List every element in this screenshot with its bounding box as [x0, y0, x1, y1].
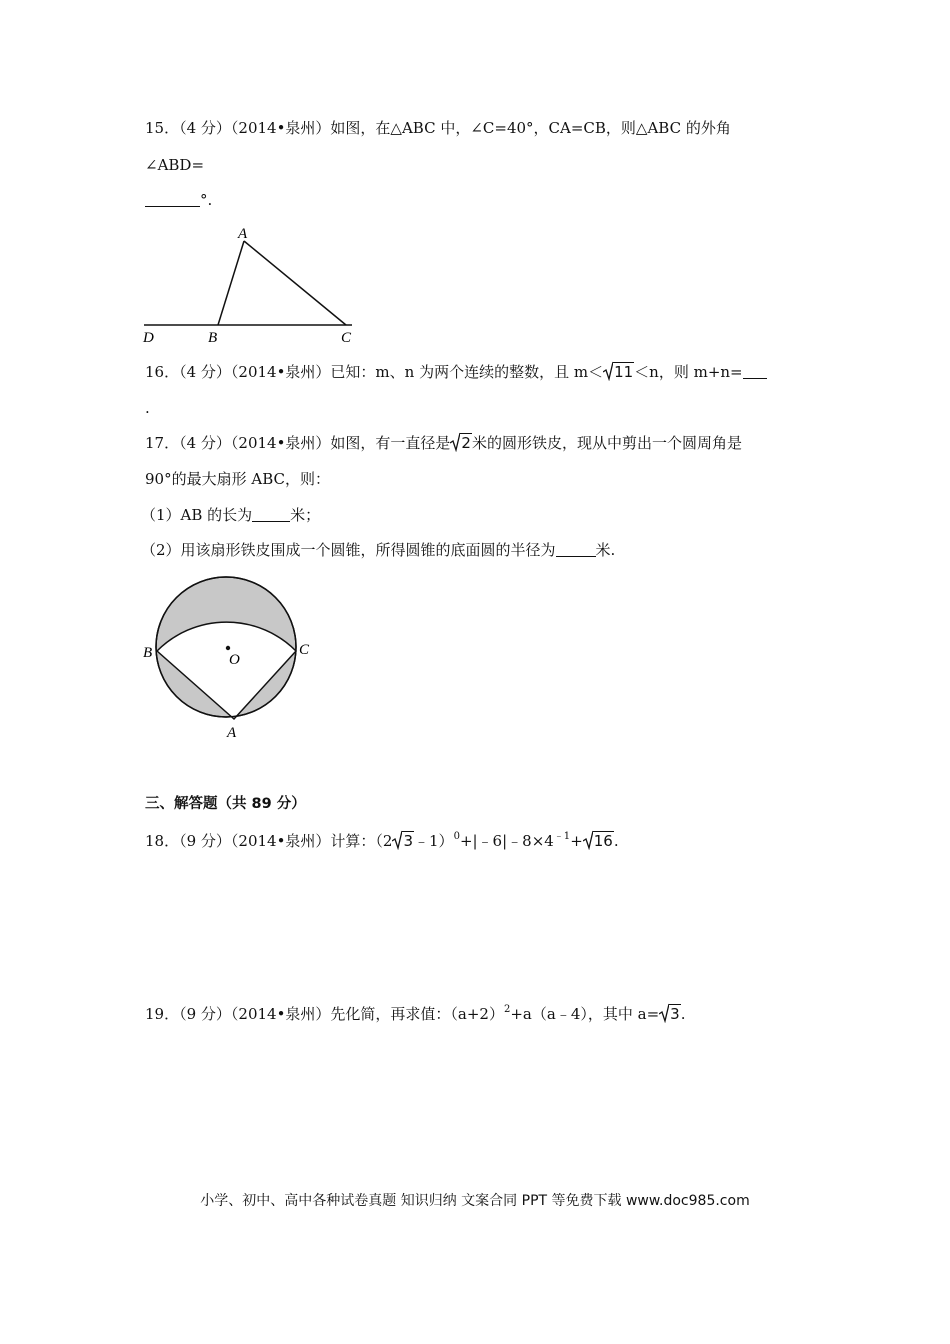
q17-line1: [145, 432, 742, 453]
answer-blank: [556, 541, 596, 557]
q15-line1: 15．（4 分）（2014•泉州）如图，在△ABC 中，∠C=40°，CA=CB，则△ABC 的外角: [145, 119, 731, 137]
label-c: C: [299, 642, 310, 658]
q17-sector-figure: [136, 575, 326, 745]
exponent: ﹣1: [553, 831, 571, 842]
degree-suffix: °.: [200, 191, 213, 209]
side-ac: [244, 241, 346, 325]
label-b: B: [143, 645, 153, 661]
footer-text: 小学、初中、高中各种试卷真题 知识归纳 文案合同 PPT 等免费下载 www.doc985.com: [200, 1193, 750, 1209]
sqrt-11: 11: [603, 361, 634, 381]
label-c: C: [341, 330, 352, 346]
q16-line1: [145, 361, 767, 382]
q17-part2: （2）用该扇形铁皮围成一个圆锥，所得圆锥的底面圆的半径为 米.: [141, 541, 616, 559]
sqrt-3: 3: [392, 830, 414, 850]
q17-line2: 90°的最大扇形 ABC，则：: [145, 470, 330, 488]
q18-line1: 18．（9 分）（2014•泉州）计算：（2 3 $﹣1)^0+|﹣6|﹣8\times 4^{﹣1}+$ 16 .: [145, 831, 619, 850]
q16-text-post: ＜n，则 m+n=: [634, 363, 743, 381]
q15-line3: [145, 190, 212, 210]
label-a: A: [238, 226, 248, 242]
answer-blank: [743, 363, 767, 379]
sqrt-2: 2: [450, 432, 472, 452]
sqrt-16: 16: [583, 830, 614, 850]
label-o: O: [229, 652, 240, 668]
q17-text-post: 米的圆形铁皮，现从中剪出一个圆周角是: [471, 434, 742, 452]
label-a: A: [227, 725, 237, 741]
exponent: 0: [453, 831, 460, 842]
sqrt-3: 3: [659, 1003, 681, 1023]
q17-text-pre: 17．（4 分）（2014•泉州）如图，有一直径是: [145, 434, 451, 452]
label-d: D: [143, 330, 154, 346]
q16-period: .: [145, 399, 150, 417]
answer-blank: [145, 191, 200, 207]
exponent: 2: [503, 1004, 511, 1015]
q16-text-pre: 16．（4 分）（2014•泉州）已知：m、n 为两个连续的整数，且 m＜: [145, 363, 604, 381]
q17-part1: （1）AB 的长为 米；: [141, 506, 321, 524]
answer-blank: [252, 506, 290, 522]
center-point: [226, 646, 230, 650]
q15-triangle-figure: [140, 225, 360, 347]
side-ab: [218, 241, 244, 325]
q19-line1: 19．（9 分）（2014•泉州）先化简，再求值：$(a+2)^2+a(a﹣4)$，其中 a= 3 .: [145, 1004, 686, 1023]
section-heading: 三、解答题（共 89 分）: [145, 796, 306, 812]
label-b: B: [208, 330, 218, 346]
q15-line2: ∠ABD=: [145, 156, 205, 174]
